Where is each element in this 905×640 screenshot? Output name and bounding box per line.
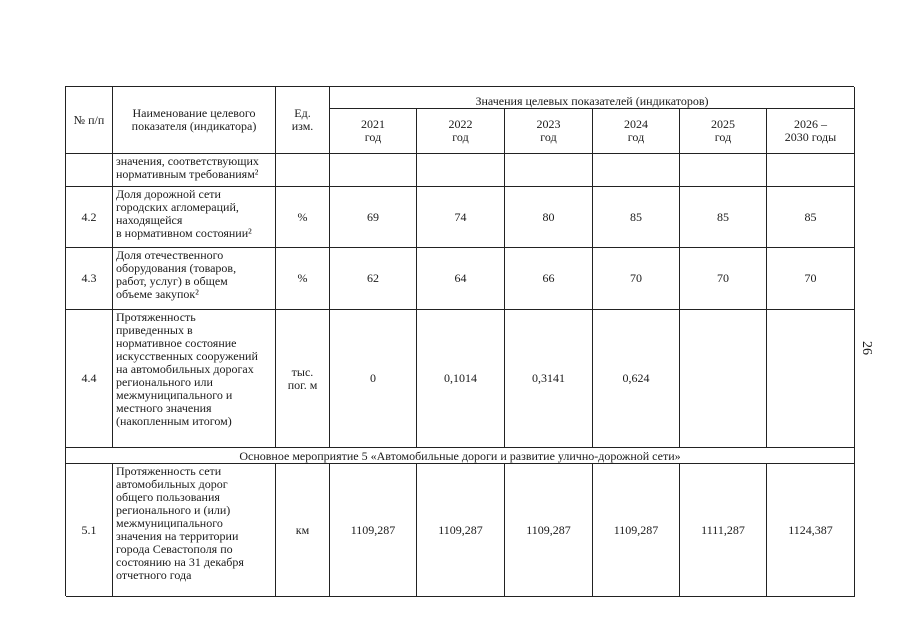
- row-indicator-name: Доля отечественного оборудования (товаров, работ, услуг) в общем объеме закупок²: [113, 248, 276, 310]
- header-year: 2025 год: [680, 109, 767, 154]
- row-number: 4.2: [66, 187, 113, 248]
- header-year: 2021 год: [330, 109, 417, 154]
- row-indicator-name: Доля дорожной сети городских агломераций, находящейся в нормативном состоянии²: [113, 187, 276, 248]
- row-indicator-name: Протяженность сети автомобильных дорог общего пользования регионального и (или) межмуниципального значения на территории города Севастополя по состоянию на 31 декабря отчетного года: [113, 464, 276, 597]
- value-cell: 1109,287: [417, 464, 505, 597]
- table-cell: [66, 154, 113, 187]
- table-cell: [593, 154, 680, 187]
- section-title: Основное мероприятие 5 «Автомобильные дороги и развитие улично-дорожной сети»: [66, 448, 855, 464]
- value-cell: 85: [680, 187, 767, 248]
- table-cell: [680, 154, 767, 187]
- value-cell: 85: [593, 187, 680, 248]
- value-cell: 1109,287: [330, 464, 417, 597]
- value-cell: 1124,387: [767, 464, 855, 597]
- header-year: 2026 – 2030 годы: [767, 109, 855, 154]
- table-cell: [767, 154, 855, 187]
- header-number: № п/п: [66, 87, 113, 154]
- row-number: 4.4: [66, 310, 113, 448]
- value-cell: [680, 310, 767, 448]
- continuation-name: значения, соответствующих нормативным требованиям²: [113, 154, 276, 187]
- page-number: 26: [859, 341, 874, 355]
- value-cell: 64: [417, 248, 505, 310]
- header-values-title: Значения целевых показателей (индикаторов): [330, 87, 855, 109]
- value-cell: 70: [767, 248, 855, 310]
- header-indicator-name: Наименование целевого показателя (индикатора): [113, 87, 276, 154]
- table-cell: [330, 154, 417, 187]
- value-cell: 0,1014: [417, 310, 505, 448]
- value-cell: 62: [330, 248, 417, 310]
- row-number: 4.3: [66, 248, 113, 310]
- header-year: 2022 год: [417, 109, 505, 154]
- row-unit: тыс. пог. м: [276, 310, 330, 448]
- row-indicator-name: Протяженность приведенных в нормативное состояние искусственных сооружений на автомобильных дорогах регионального или межмуниципального и местного значения (накопленным итогом): [113, 310, 276, 448]
- header-year: 2023 год: [505, 109, 593, 154]
- value-cell: 74: [417, 187, 505, 248]
- header-unit: Ед. изм.: [276, 87, 330, 154]
- row-number: 5.1: [66, 464, 113, 597]
- row-unit: км: [276, 464, 330, 597]
- value-cell: 1109,287: [505, 464, 593, 597]
- value-cell: 80: [505, 187, 593, 248]
- value-cell: 69: [330, 187, 417, 248]
- row-unit: %: [276, 248, 330, 310]
- value-cell: 66: [505, 248, 593, 310]
- indicators-table: [65, 86, 854, 596]
- value-cell: 0,624: [593, 310, 680, 448]
- value-cell: 1109,287: [593, 464, 680, 597]
- table-cell: [417, 154, 505, 187]
- table-cell: [505, 154, 593, 187]
- value-cell: [767, 310, 855, 448]
- value-cell: 85: [767, 187, 855, 248]
- value-cell: 70: [593, 248, 680, 310]
- value-cell: 0: [330, 310, 417, 448]
- row-unit: %: [276, 187, 330, 248]
- header-year: 2024 год: [593, 109, 680, 154]
- value-cell: 70: [680, 248, 767, 310]
- value-cell: 1111,287: [680, 464, 767, 597]
- value-cell: 0,3141: [505, 310, 593, 448]
- table-cell: [276, 154, 330, 187]
